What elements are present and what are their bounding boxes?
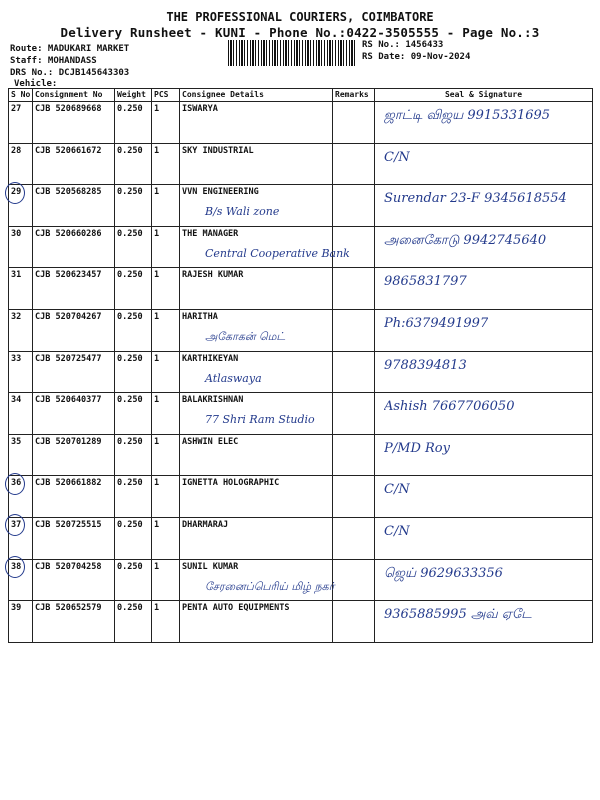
cell-remarks [333, 309, 375, 351]
handwritten-signature: 9788394813 [384, 357, 467, 373]
cell-consignee: IGNETTA HOLOGRAPHIC [180, 476, 333, 518]
col-signature: Seal & Signature [375, 89, 593, 102]
cell-remarks [333, 393, 375, 435]
handwritten-note: 77 Shri Ram Studio [205, 413, 315, 427]
barcode [228, 40, 356, 66]
cell-pcs: 1 [152, 351, 180, 393]
circle-mark-icon [5, 556, 25, 578]
handwritten-signature: அனைகோடு 9942745640 [384, 232, 547, 248]
cell-pcs: 1 [152, 226, 180, 268]
cell-weight: 0.250 [115, 434, 152, 476]
cell-sno: 30 [9, 226, 33, 268]
company-title: THE PROFESSIONAL COURIERS, COIMBATORE [166, 10, 434, 24]
cell-cno: CJB 520623457 [33, 268, 115, 310]
cell-consignee: SUNIL KUMAR [180, 559, 333, 601]
cell-sno: 27 [9, 102, 33, 144]
cell-pcs: 1 [152, 393, 180, 435]
cell-weight: 0.250 [115, 268, 152, 310]
cell-sno: 37 [9, 517, 33, 559]
table-row [9, 143, 593, 185]
col-weight: Weight [115, 89, 152, 102]
table-row [9, 268, 593, 310]
handwritten-signature: C/N [384, 524, 410, 539]
cell-cno: CJB 520689668 [33, 102, 115, 144]
cell-cno: CJB 520568285 [33, 185, 115, 227]
cell-pcs: 1 [152, 309, 180, 351]
table-row [9, 476, 593, 518]
cell-sno: 31 [9, 268, 33, 310]
table-row [9, 434, 593, 476]
cell-consignee: THE MANAGER [180, 226, 333, 268]
rs-number: RS No.: 1456433 [362, 40, 444, 50]
cell-sno: 29 [9, 185, 33, 227]
handwritten-signature: ஜெய் 9629633356 [384, 565, 503, 581]
runsheet-table [8, 88, 593, 643]
handwritten-note: அகோகன் மெட் [205, 330, 286, 343]
cell-cno: CJB 520725477 [33, 351, 115, 393]
cell-consignee: SKY INDUSTRIAL [180, 143, 333, 185]
cell-pcs: 1 [152, 143, 180, 185]
cell-pcs: 1 [152, 102, 180, 144]
cell-weight: 0.250 [115, 143, 152, 185]
cell-remarks [333, 185, 375, 227]
cell-sno: 36 [9, 476, 33, 518]
cell-sno: 34 [9, 393, 33, 435]
cell-weight: 0.250 [115, 476, 152, 518]
cell-weight: 0.250 [115, 226, 152, 268]
cell-remarks [333, 351, 375, 393]
circle-mark-icon [5, 473, 25, 495]
cell-cno: CJB 520701289 [33, 434, 115, 476]
cell-pcs: 1 [152, 559, 180, 601]
cell-cno: CJB 520652579 [33, 601, 115, 643]
cell-consignee: ISWARYA [180, 102, 333, 144]
cell-consignee: HARITHA [180, 309, 333, 351]
cell-cno: CJB 520704258 [33, 559, 115, 601]
cell-weight: 0.250 [115, 559, 152, 601]
cell-pcs: 1 [152, 268, 180, 310]
cell-cno: CJB 520725515 [33, 517, 115, 559]
cell-weight: 0.250 [115, 102, 152, 144]
cell-weight: 0.250 [115, 185, 152, 227]
cell-cno: CJB 520704267 [33, 309, 115, 351]
cell-consignee: BALAKRISHNAN [180, 393, 333, 435]
cell-remarks [333, 517, 375, 559]
runsheet-title: Delivery Runsheet - KUNI - Phone No.:0422-3505555 - Page No.:3 [60, 25, 540, 40]
col-remarks: Remarks [333, 89, 375, 102]
handwritten-signature: C/N [384, 482, 410, 498]
cell-sno: 28 [9, 143, 33, 185]
handwritten-note: B/s Wali zone [205, 205, 280, 219]
handwritten-note: Central Cooperative Bank [205, 246, 350, 260]
cell-remarks [333, 143, 375, 185]
rs-date: RS Date: 09-Nov-2024 [362, 52, 471, 62]
drs-label: DRS No.: DCJB145643303 [10, 68, 130, 78]
cell-consignee: KARTHIKEYAN [180, 351, 333, 393]
staff-label: Staff: MOHANDASS [10, 56, 97, 66]
handwritten-signature: 9365885995 அவ் ஏடே [384, 607, 532, 623]
cell-weight: 0.250 [115, 517, 152, 559]
cell-remarks [333, 434, 375, 476]
cell-consignee: DHARMARAJ [180, 517, 333, 559]
cell-consignee: RAJESH KUMAR [180, 268, 333, 310]
cell-sno: 35 [9, 434, 33, 476]
cell-pcs: 1 [152, 601, 180, 643]
table-row [9, 517, 593, 559]
handwritten-signature: Surendar 23-F 9345618554 [384, 191, 567, 207]
cell-weight: 0.250 [115, 309, 152, 351]
cell-sno: 38 [9, 559, 33, 601]
cell-remarks [333, 268, 375, 310]
cell-sno: 33 [9, 351, 33, 393]
cell-sno: 32 [9, 309, 33, 351]
handwritten-signature: Ph:6379491997 [384, 316, 489, 331]
cell-consignee: PENTA AUTO EQUIPMENTS [180, 601, 333, 643]
cell-weight: 0.250 [115, 601, 152, 643]
cell-weight: 0.250 [115, 351, 152, 393]
cell-remarks [333, 601, 375, 643]
circle-mark-icon [5, 182, 25, 204]
handwritten-signature: ஜாட்டி விஜய 9915331695 [384, 108, 551, 123]
cell-remarks [333, 102, 375, 144]
col-consignment: Consignment No [33, 89, 115, 102]
cell-sno: 39 [9, 601, 33, 643]
cell-pcs: 1 [152, 517, 180, 559]
cell-consignee: ASHWIN ELEC [180, 434, 333, 476]
handwritten-signature: P/MD Roy [384, 440, 450, 456]
cell-cno: CJB 520661672 [33, 143, 115, 185]
table-row [9, 351, 593, 393]
handwritten-note: Atlaswaya [205, 371, 262, 385]
cell-pcs: 1 [152, 434, 180, 476]
cell-cno: CJB 520661882 [33, 476, 115, 518]
cell-pcs: 1 [152, 185, 180, 227]
cell-cno: CJB 520640377 [33, 393, 115, 435]
cell-weight: 0.250 [115, 393, 152, 435]
table-row [9, 309, 593, 351]
cell-cno: CJB 520660286 [33, 226, 115, 268]
table-header-row [9, 89, 593, 102]
vehicle-label: Vehicle: [14, 79, 58, 89]
handwritten-signature: C/N [384, 149, 410, 165]
cell-remarks [333, 559, 375, 601]
handwritten-note: சேரனைப்பெரிய் மிழ் நகர் [205, 579, 335, 593]
col-pcs: PCS [152, 89, 180, 102]
cell-pcs: 1 [152, 476, 180, 518]
col-consignee: Consignee Details [180, 89, 333, 102]
col-sno: S No [9, 89, 33, 102]
cell-remarks [333, 476, 375, 518]
handwritten-signature: 9865831797 [384, 274, 467, 290]
route-label: Route: MADUKARI MARKET [10, 44, 130, 54]
handwritten-signature: Ashish 7667706050 [384, 399, 515, 415]
cell-consignee: VVN ENGINEERING [180, 185, 333, 227]
